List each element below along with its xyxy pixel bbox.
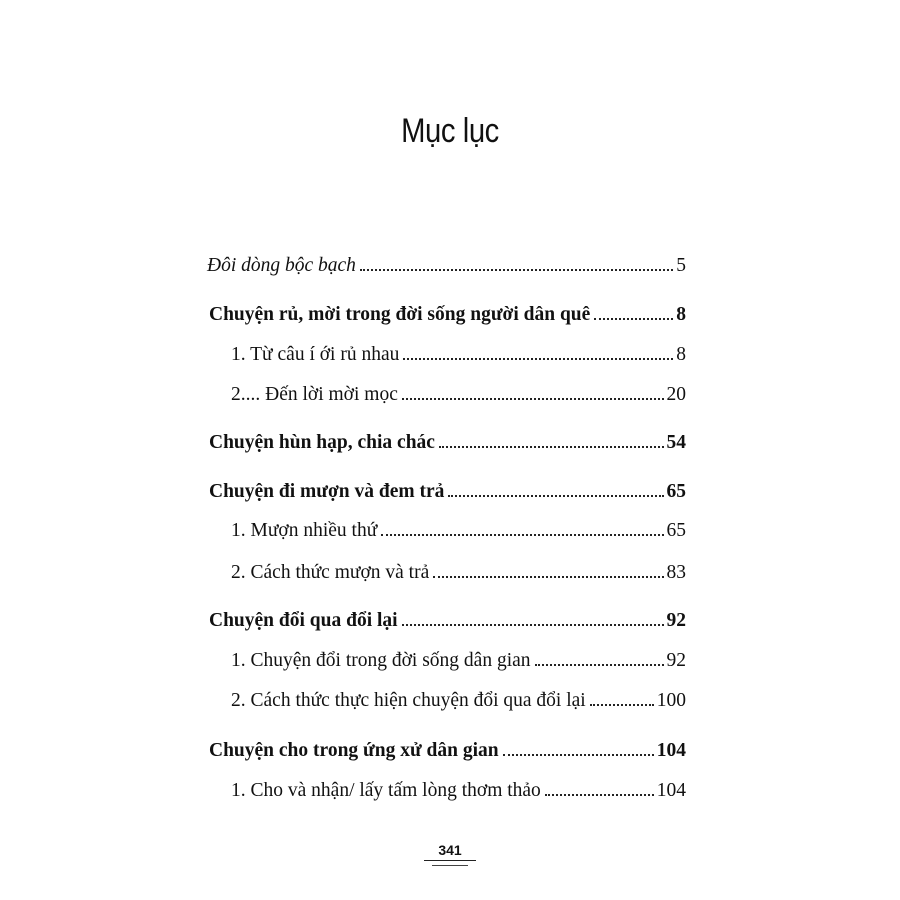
toc-chapter-entry [209,738,686,764]
toc-chapter-entry [209,479,686,505]
toc-entry-page: 104 [656,740,686,761]
toc-entry-page: 92 [666,610,686,631]
toc-entry-label: Chuyện cho trong ứng xử dân gian [209,740,499,761]
toc-section-entry [231,382,686,408]
dot-leader [360,268,673,271]
toc-entry-page: 8 [676,304,686,325]
dot-leader [439,445,664,448]
toc-entry-page: 100 [656,690,686,711]
toc-entry-page: 54 [666,432,686,453]
dot-leader [448,494,663,497]
toc-entry-label: Chuyện rủ, mời trong đời sống người dân quê [209,304,591,325]
toc-entry-page: 92 [666,650,686,671]
toc-entry-page: 20 [666,384,686,405]
toc-entry-label: 2.... Đến lời mời mọc [231,384,398,405]
toc-entry-page: 65 [666,520,686,541]
toc-entry-label: 1. Mượn nhiều thứ [231,520,378,541]
toc-entry-label: 1. Chuyện đổi trong đời sống dân gian [231,650,531,671]
toc-entry-page: 65 [666,481,686,502]
page-number-ornament [432,865,468,866]
toc-entry-page: 8 [676,344,686,365]
page-number-ornament [424,860,476,861]
dot-leader [433,575,663,578]
toc-section-entry [231,688,686,714]
dot-leader [535,663,664,666]
toc-chapter-entry [209,608,686,634]
toc-entry-label: 1. Cho và nhận/ lấy tấm lòng thơm thảo [231,780,541,801]
toc-entry-label: 2. Cách thức thực hiện chuyện đổi qua đổi lại [231,690,586,711]
toc-section-entry [231,648,686,674]
dot-leader [381,533,663,536]
toc-entry-page: 83 [666,562,686,583]
dot-leader [402,623,664,626]
toc-section-entry [231,342,686,368]
toc-chapter-entry [209,302,686,328]
toc-entry-label: 2. Cách thức mượn và trả [231,562,430,583]
page-title: Mục lục [401,112,499,150]
toc-chapter-entry [209,430,686,456]
toc-entry-page: 5 [676,255,686,276]
toc-entry-page: 104 [656,780,686,801]
dot-leader [503,753,654,756]
dot-leader [545,793,654,796]
dot-leader [402,397,664,400]
dot-leader [403,357,673,360]
toc-section-entry [231,518,686,544]
toc-entry-label: Chuyện đổi qua đổi lại [209,610,398,631]
toc-section-entry [231,778,686,804]
dot-leader [594,317,673,320]
toc-entry-intro [207,253,686,279]
dot-leader [590,703,654,706]
toc-entry-label: Chuyện đi mượn và đem trả [209,481,445,502]
toc-entry-label: Chuyện hùn hạp, chia chác [209,432,435,453]
page-number: 341 [438,842,462,858]
toc-entry-label: Đôi dòng bộc bạch [207,255,356,276]
toc-section-entry [231,560,686,586]
toc-entry-label: 1. Từ câu í ới rủ nhau [231,344,400,365]
